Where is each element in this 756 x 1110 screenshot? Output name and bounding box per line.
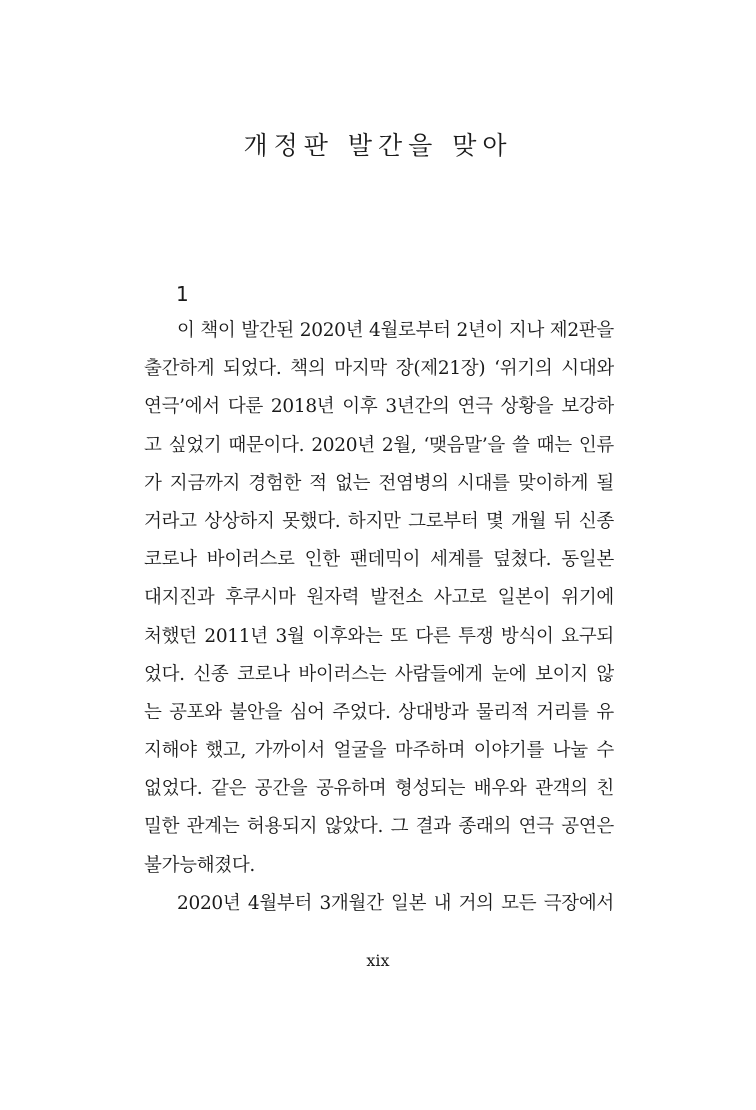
text-line: 불가능해졌다. bbox=[144, 854, 256, 876]
text-line: 처했던 2011년 3월 이후와는 또 다른 투쟁 방식이 요구되 bbox=[144, 625, 614, 647]
body-text bbox=[144, 312, 614, 923]
text-line: 지해야 했고, 가까이서 얼굴을 마주하며 이야기를 나눌 수 bbox=[144, 740, 614, 762]
text-line: 2020년 4월부터 3개월간 일본 내 거의 모든 극장에서 bbox=[177, 892, 614, 914]
text-line: 대지진과 후쿠시마 원자력 발전소 사고로 일본이 위기에 bbox=[144, 587, 614, 609]
text-line: 연극’에서 다룬 2018년 이후 3년간의 연극 상황을 보강하 bbox=[144, 396, 614, 418]
text-line: 없었다. 같은 공간을 공유하며 형성되는 배우와 관객의 친 bbox=[144, 778, 614, 800]
text-line: 가 지금까지 경험한 적 없는 전염병의 시대를 맞이하게 될 bbox=[144, 472, 614, 494]
section-number: 1 bbox=[176, 282, 189, 306]
text-line: 는 공포와 불안을 심어 주었다. 상대방과 물리적 거리를 유 bbox=[144, 701, 614, 723]
page-number: xix bbox=[366, 951, 390, 970]
text-line: 출간하게 되었다. 책의 마지막 장(제21장) ‘위기의 시대와 bbox=[144, 358, 614, 380]
text-line: 고 싶었기 때문이다. 2020년 2월, ‘맺음말’을 쓸 때는 인류 bbox=[144, 434, 614, 456]
page-title: 개정판 발간을 맞아 bbox=[243, 131, 513, 160]
text-line: 었다. 신종 코로나 바이러스는 사람들에게 눈에 보이지 않 bbox=[144, 663, 614, 685]
text-line: 밀한 관계는 허용되지 않았다. 그 결과 종래의 연극 공연은 bbox=[144, 816, 614, 838]
text-line: 이 책이 발간된 2020년 4월로부터 2년이 지나 제2판을 bbox=[177, 320, 614, 341]
text-line: 거라고 상상하지 못했다. 하지만 그로부터 몇 개월 뒤 신종 bbox=[144, 510, 614, 532]
text-line: 코로나 바이러스로 인한 팬데믹이 세계를 덮쳤다. 동일본 bbox=[144, 549, 614, 571]
